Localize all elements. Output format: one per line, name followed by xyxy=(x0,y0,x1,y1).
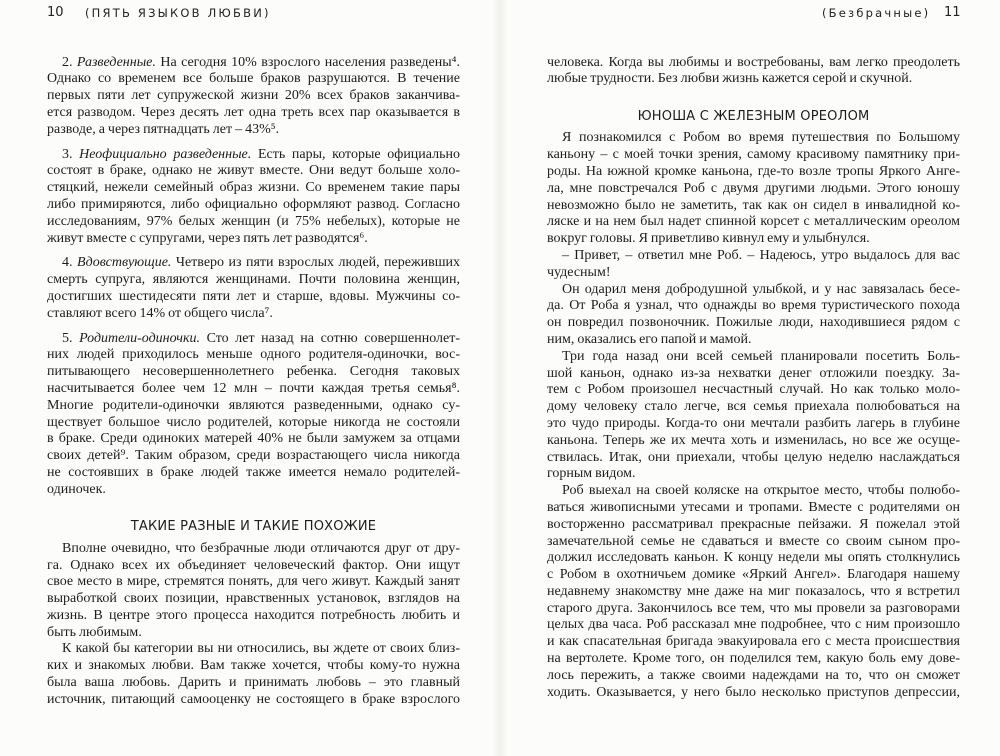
text-line: ществует большое число родителей, которые никогда не состояли xyxy=(47,414,460,430)
paragraph xyxy=(547,55,960,89)
text-line: и как спасательная бригада эвакуировала его с места происшествия xyxy=(547,634,960,650)
text-line: любые трудности. Без любви жизнь кажется серой и скучной. xyxy=(547,71,913,87)
text-line: в браке. Среди одиноких матерей 40% не были замужем за отцами xyxy=(47,431,460,447)
right-running-title: (Безбрачные) xyxy=(822,6,931,20)
text-line: да. От Роба я узнал, что однажды во время туристического похода xyxy=(547,298,960,314)
text-line: первых пяти лет супружеской жизни 20% всех браков заканчива- xyxy=(47,88,460,104)
text-line: лось пережить, а также своими надеждами на то, что он сможет xyxy=(547,667,960,683)
item-term: Разведенные. xyxy=(76,54,156,70)
text-line: жизнь. В центре этого процесса находится потребность любить и xyxy=(47,607,460,623)
text-line: на вертолете. Кроме того, он поделился тем, какую боль ему дове- xyxy=(547,651,960,667)
text-line: Однако со временем все больше браков разрушаются. В течение xyxy=(47,71,460,87)
section-heading: ЮНОША С ЖЕЛЕЗНЫМ ОРЕОЛОМ xyxy=(637,108,870,124)
text-line: одиночек. xyxy=(47,481,106,497)
text-line: выработкой своих позиции, нравственных установок, взглядов на xyxy=(47,591,460,607)
list-item-paragraph xyxy=(47,255,460,322)
text-line: насчитывается более чем 12 млн – почти каждая третья семья⁸. xyxy=(47,380,460,396)
text-line: роды. На южной кромке каньона, где-то возле тропы Яркого Анге- xyxy=(547,163,960,179)
text-line: недавнему знакомству мне даже на миг показалось, что я встретил xyxy=(547,583,960,599)
text-line: каньона. Теперь же их мечта хоть и изменилась, но все же осуще- xyxy=(547,432,960,448)
text-line xyxy=(47,147,460,164)
text-line: замечательной семье не сдаваться и вместе со своим сыном про- xyxy=(547,533,960,549)
text-line: Вполне очевидно, что безбрачные люди отличаются друг от дру- xyxy=(62,540,460,556)
list-item-paragraph xyxy=(47,147,460,248)
text-line: разводе, а через пятнадцать лет – 43%⁵. xyxy=(47,121,280,137)
left-page-number: 10 xyxy=(47,5,64,20)
text-line: К какой бы категории вы ни относились, вы ждете от своих близ- xyxy=(62,641,460,657)
paragraph xyxy=(47,541,460,642)
paragraph xyxy=(547,282,960,349)
list-item-paragraph xyxy=(47,55,460,139)
text-line: с Робом в охотничьем домике «Яркий Ангел». Благодаря нашему xyxy=(547,567,960,583)
text-line: горным видом. xyxy=(547,466,636,482)
text-line: своих детей⁹. Таким образом, среди возрастающего числа никогда xyxy=(47,448,460,464)
text-line: стяцкий, нежели семейный образ жизни. Со временем такие пары xyxy=(47,180,460,196)
paragraph xyxy=(547,483,960,701)
text-line xyxy=(47,331,460,348)
text-line: га. Однако всех их объединяет человеческий фактор. Они ищут xyxy=(47,557,460,573)
text-line: смерть супруга, являются женщинами. Почти половина женщин, xyxy=(47,272,460,288)
text-line: чудесным! xyxy=(547,264,611,280)
text-line: он повредил позвоночник. Пожилые люди, находившиеся рядом с xyxy=(547,315,960,331)
text-line: должил исследовать каньон. К концу недели мы опять столкнулись xyxy=(547,550,960,566)
text-line xyxy=(47,255,460,272)
text-line: – Привет, – ответил мне Роб. – Надеюсь, утро выдалось для вас xyxy=(562,247,960,263)
item-number: 3. xyxy=(62,146,80,162)
paragraph xyxy=(47,641,460,708)
item-text: На сегодня 10% взрослого населения разведены⁴. xyxy=(155,54,460,70)
text-line: ется разводом. Через десять лет одна треть всех пар оказывается в xyxy=(47,104,460,120)
text-line: ла, мне повстречался Роб с двумя другими людьми. Этого юношу xyxy=(547,180,960,196)
text-line: невозможно было не заметить, так как он сидел в инвалидной ко- xyxy=(547,197,960,213)
paragraph xyxy=(547,349,960,483)
text-line: Я познакомился с Робом во время путешествия по Большому xyxy=(562,130,960,146)
text-line: не состоявших в браке людей также имеется немало родителей- xyxy=(47,464,460,480)
text-line: источник, питающий самооценку не состоящего в браке взрослого xyxy=(47,691,460,707)
text-line: ствилась. Итак, они приехали, чтобы целую неделю наслаждаться xyxy=(547,449,960,465)
text-line: Он одарил меня добродушной улыбкой, и у нас завязалась бесе- xyxy=(562,281,960,297)
right-page-text xyxy=(547,55,960,702)
text-line: это чудо природы. Когда-то они мечтали разбить лагерь в глубине xyxy=(547,415,960,431)
text-line: дому человеку стало легче, вся семья приехала полюбоваться на xyxy=(547,399,960,415)
text-line: Многие родители-одиночки являются разведенными, однако су- xyxy=(47,397,460,413)
text-line: быть любимым. xyxy=(47,624,142,640)
paragraph xyxy=(547,130,960,248)
text-line: ставляют всего 14% от общего числа⁷. xyxy=(47,305,273,321)
item-number: 2. xyxy=(62,54,77,70)
text-line: Три года назад они всей семьей планировали посетить Боль- xyxy=(562,348,960,364)
text-line: достигших шестидесяти пяти лет и старше, вдовы. Мужчины со- xyxy=(47,288,460,304)
text-line xyxy=(47,55,460,72)
text-line: ним, оказались его папой и мамой. xyxy=(547,331,752,347)
text-line: шой каньон, однако из-за нехватки денег отложили поездку. За- xyxy=(547,365,960,381)
text-line: них людей приходилось меньше одного родителя-одиночки, вос- xyxy=(47,347,460,363)
text-line: либо примиряются, либо официально оформляют развод. Согласно xyxy=(47,196,460,212)
paragraph xyxy=(547,248,960,282)
left-page-text xyxy=(47,55,460,709)
item-number: 4. xyxy=(62,255,77,271)
list-item-paragraph xyxy=(47,331,460,499)
item-number: 5. xyxy=(62,330,80,346)
left-running-title: (ПЯТЬ ЯЗЫКОВ ЛЮБВИ) xyxy=(85,6,271,20)
text-line: тем с Робом произошел несчастный случай. Но как только моло- xyxy=(547,382,960,398)
text-line: была ваша любовь. Дарить и принимать любовь – это главный xyxy=(47,675,460,691)
text-line: каньону – с моей точки зрения, самому красивому памятнику при- xyxy=(547,147,960,163)
item-text: Сто лет назад на сотню совершеннолет- xyxy=(200,330,461,346)
item-term: Родители-одиночки. xyxy=(79,330,200,346)
text-line: человека. Когда вы любимы и востребованы, вам легко преодолеть xyxy=(547,54,960,70)
text-line: восторженно рассматривал прекрасные пейзажи. Я пожелал этой xyxy=(547,516,960,532)
text-line: свое место в мире, стремятся понять, для чего живут. Каждый занят xyxy=(47,574,460,590)
text-line: живут вместе с супругами, через пять лет разводятся⁶. xyxy=(47,230,368,246)
text-line: Роб выехал на своей коляске на открытое место, чтобы полюбо- xyxy=(562,483,960,499)
text-line: ваться живописными утесами и тропами. Вместе с родителями он xyxy=(547,499,960,515)
right-page-number: 11 xyxy=(944,5,961,20)
text-line: ходить. Оказывается, у него было несколько приступов депрессии, xyxy=(547,684,960,700)
text-line: исследованиям, 97% белых женщин (и 75% небелых), которые не xyxy=(47,213,460,229)
text-line: питывающего несовершеннолетнего ребенка. Сегодня таковых xyxy=(47,364,460,380)
item-text: Есть пары, которые официально xyxy=(251,146,460,162)
book-gutter xyxy=(492,0,508,756)
text-line: ляске и на нем был надет спинной корсет с металлическим ореолом xyxy=(547,214,960,230)
item-text: Четверо из пяти взрослых людей, переживших xyxy=(171,255,460,271)
text-line: ких и знакомых любви. Вам также хочется, чтобы кому-то нужна xyxy=(47,658,460,674)
item-term: Неофициально разведенные. xyxy=(79,146,252,162)
section-heading: ТАКИЕ РАЗНЫЕ И ТАКИЕ ПОХОЖИЕ xyxy=(130,519,377,535)
text-line: старого друга. Закончилось все тем, что мы провели за разговорами xyxy=(547,600,960,616)
text-line: вокруг головы. Я приветливо кивнул ему и улыбнулся. xyxy=(547,231,870,247)
item-term: Вдовствующие. xyxy=(76,255,172,271)
text-line: целых два часа. Роб рассказал мне подробнее, что с ним произошло xyxy=(547,617,960,633)
text-line: состоят в браке, однако не живут вместе. Они ведут больше холо- xyxy=(47,163,460,179)
